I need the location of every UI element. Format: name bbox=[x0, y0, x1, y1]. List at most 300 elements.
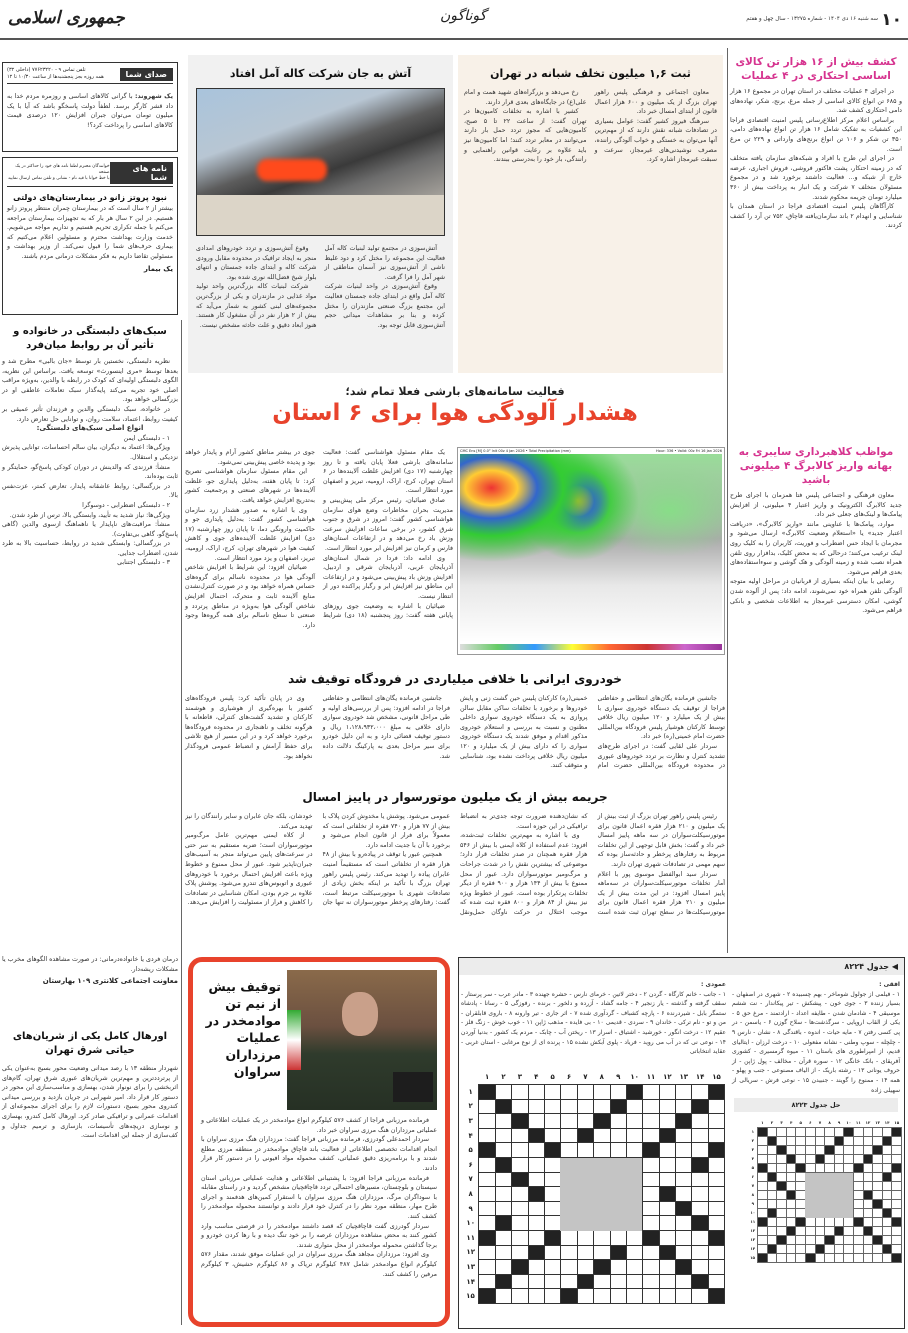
crossword-cell[interactable] bbox=[544, 1085, 560, 1100]
crossword-cell[interactable] bbox=[863, 1235, 873, 1244]
crossword-cell[interactable] bbox=[777, 1172, 787, 1181]
crossword-cell[interactable] bbox=[659, 1289, 675, 1304]
crossword-cell[interactable] bbox=[561, 1143, 577, 1158]
crossword-cell[interactable] bbox=[610, 1260, 626, 1275]
crossword-cell[interactable] bbox=[873, 1154, 883, 1163]
crossword-cell[interactable] bbox=[844, 1253, 854, 1262]
crossword-cell[interactable] bbox=[786, 1208, 796, 1217]
crossword-cell[interactable] bbox=[512, 1216, 528, 1231]
crossword-cell[interactable] bbox=[708, 1274, 724, 1289]
crossword-cell[interactable] bbox=[659, 1143, 675, 1158]
crossword-cell[interactable] bbox=[577, 1260, 593, 1275]
crossword-cell[interactable] bbox=[786, 1199, 796, 1208]
crossword-cell[interactable] bbox=[708, 1216, 724, 1231]
crossword-cell[interactable] bbox=[777, 1217, 787, 1226]
crossword-cell[interactable] bbox=[796, 1145, 806, 1154]
crossword-cell[interactable] bbox=[512, 1245, 528, 1260]
crossword-cell[interactable] bbox=[479, 1260, 495, 1275]
crossword-cell[interactable] bbox=[676, 1143, 692, 1158]
crossword-cell[interactable] bbox=[767, 1154, 777, 1163]
crossword-cell[interactable] bbox=[806, 1244, 816, 1253]
crossword-cell[interactable] bbox=[882, 1154, 892, 1163]
crossword-cell[interactable] bbox=[854, 1226, 864, 1235]
crossword-cell[interactable] bbox=[758, 1244, 768, 1253]
crossword-cell[interactable] bbox=[796, 1244, 806, 1253]
crossword-cell[interactable] bbox=[626, 1245, 642, 1260]
crossword-cell[interactable] bbox=[796, 1226, 806, 1235]
crossword-cell[interactable] bbox=[528, 1231, 544, 1246]
crossword-cell[interactable] bbox=[708, 1260, 724, 1275]
crossword-cell[interactable] bbox=[708, 1158, 724, 1173]
crossword-cell[interactable] bbox=[892, 1181, 902, 1190]
crossword-cell[interactable] bbox=[825, 1127, 835, 1136]
crossword-cell[interactable] bbox=[495, 1143, 511, 1158]
crossword-cell[interactable] bbox=[767, 1127, 777, 1136]
crossword-cell[interactable] bbox=[676, 1158, 692, 1173]
crossword-cell[interactable] bbox=[834, 1145, 844, 1154]
crossword-cell[interactable] bbox=[854, 1208, 864, 1217]
crossword-cell[interactable] bbox=[495, 1128, 511, 1143]
crossword-cell[interactable] bbox=[512, 1289, 528, 1304]
crossword-cell[interactable] bbox=[544, 1128, 560, 1143]
crossword-cell[interactable] bbox=[626, 1114, 642, 1129]
crossword-cell[interactable] bbox=[854, 1244, 864, 1253]
crossword-cell[interactable] bbox=[777, 1154, 787, 1163]
crossword-cell[interactable] bbox=[777, 1199, 787, 1208]
crossword-cell[interactable] bbox=[676, 1216, 692, 1231]
crossword-cell[interactable] bbox=[825, 1226, 835, 1235]
crossword-cell[interactable] bbox=[544, 1245, 560, 1260]
crossword-cell[interactable] bbox=[882, 1127, 892, 1136]
crossword-cell[interactable] bbox=[594, 1245, 610, 1260]
crossword-cell[interactable] bbox=[873, 1163, 883, 1172]
crossword-cell[interactable] bbox=[561, 1231, 577, 1246]
crossword-cell[interactable] bbox=[512, 1128, 528, 1143]
crossword-cell[interactable] bbox=[479, 1274, 495, 1289]
crossword-cell[interactable] bbox=[815, 1217, 825, 1226]
crossword-cell[interactable] bbox=[528, 1289, 544, 1304]
crossword-cell[interactable] bbox=[758, 1199, 768, 1208]
crossword-cell[interactable] bbox=[834, 1235, 844, 1244]
crossword-cell[interactable] bbox=[873, 1136, 883, 1145]
crossword-cell[interactable] bbox=[659, 1158, 675, 1173]
crossword-cell[interactable] bbox=[577, 1114, 593, 1129]
crossword-cell[interactable] bbox=[495, 1172, 511, 1187]
crossword-cell[interactable] bbox=[834, 1217, 844, 1226]
crossword-cell[interactable] bbox=[863, 1181, 873, 1190]
crossword-cell[interactable] bbox=[758, 1154, 768, 1163]
crossword-cell[interactable] bbox=[815, 1145, 825, 1154]
crossword-cell[interactable] bbox=[692, 1085, 708, 1100]
crossword-cell[interactable] bbox=[512, 1158, 528, 1173]
crossword-cell[interactable] bbox=[825, 1253, 835, 1262]
crossword-cell[interactable] bbox=[863, 1217, 873, 1226]
crossword-cell[interactable] bbox=[777, 1253, 787, 1262]
crossword-cell[interactable] bbox=[873, 1172, 883, 1181]
crossword-cell[interactable] bbox=[873, 1181, 883, 1190]
crossword-cell[interactable] bbox=[528, 1143, 544, 1158]
crossword-cell[interactable] bbox=[577, 1289, 593, 1304]
crossword-cell[interactable] bbox=[643, 1289, 659, 1304]
crossword-cell[interactable] bbox=[786, 1244, 796, 1253]
crossword-cell[interactable] bbox=[882, 1199, 892, 1208]
crossword-cell[interactable] bbox=[479, 1128, 495, 1143]
crossword-cell[interactable] bbox=[806, 1136, 816, 1145]
crossword-cell[interactable] bbox=[659, 1201, 675, 1216]
crossword-cell[interactable] bbox=[708, 1201, 724, 1216]
crossword-cell[interactable] bbox=[777, 1163, 787, 1172]
crossword-cell[interactable] bbox=[659, 1260, 675, 1275]
crossword-cell[interactable] bbox=[796, 1154, 806, 1163]
crossword-cell[interactable] bbox=[796, 1190, 806, 1199]
crossword-cell[interactable] bbox=[676, 1172, 692, 1187]
crossword-cell[interactable] bbox=[825, 1136, 835, 1145]
crossword-cell[interactable] bbox=[577, 1231, 593, 1246]
crossword-cell[interactable] bbox=[479, 1099, 495, 1114]
crossword-cell[interactable] bbox=[544, 1274, 560, 1289]
crossword-cell[interactable] bbox=[692, 1231, 708, 1246]
crossword-cell[interactable] bbox=[892, 1190, 902, 1199]
crossword-cell[interactable] bbox=[643, 1245, 659, 1260]
crossword-cell[interactable] bbox=[882, 1217, 892, 1226]
crossword-cell[interactable] bbox=[815, 1235, 825, 1244]
crossword-cell[interactable] bbox=[479, 1158, 495, 1173]
crossword-cell[interactable] bbox=[512, 1201, 528, 1216]
crossword-cell[interactable] bbox=[659, 1172, 675, 1187]
crossword-cell[interactable] bbox=[834, 1154, 844, 1163]
crossword-cell[interactable] bbox=[528, 1260, 544, 1275]
crossword-cell[interactable] bbox=[873, 1208, 883, 1217]
crossword-cell[interactable] bbox=[863, 1145, 873, 1154]
crossword-cell[interactable] bbox=[626, 1099, 642, 1114]
crossword-cell[interactable] bbox=[495, 1231, 511, 1246]
crossword-cell[interactable] bbox=[495, 1187, 511, 1202]
crossword-cell[interactable] bbox=[806, 1163, 816, 1172]
crossword-cell[interactable] bbox=[844, 1163, 854, 1172]
crossword-cell[interactable] bbox=[767, 1199, 777, 1208]
crossword-cell[interactable] bbox=[626, 1231, 642, 1246]
crossword-cell[interactable] bbox=[863, 1163, 873, 1172]
crossword-cell[interactable] bbox=[692, 1172, 708, 1187]
crossword-cell[interactable] bbox=[544, 1114, 560, 1129]
crossword-cell[interactable] bbox=[512, 1187, 528, 1202]
crossword-cell[interactable] bbox=[495, 1201, 511, 1216]
crossword-cell[interactable] bbox=[577, 1143, 593, 1158]
crossword-cell[interactable] bbox=[796, 1208, 806, 1217]
crossword-cell[interactable] bbox=[528, 1114, 544, 1129]
crossword-cell[interactable] bbox=[708, 1099, 724, 1114]
crossword-cell[interactable] bbox=[708, 1172, 724, 1187]
crossword-cell[interactable] bbox=[479, 1114, 495, 1129]
crossword-cell[interactable] bbox=[708, 1245, 724, 1260]
crossword-cell[interactable] bbox=[594, 1231, 610, 1246]
crossword-cell[interactable] bbox=[892, 1244, 902, 1253]
crossword-cell[interactable] bbox=[659, 1274, 675, 1289]
crossword-cell[interactable] bbox=[610, 1274, 626, 1289]
crossword-cell[interactable] bbox=[844, 1217, 854, 1226]
crossword-cell[interactable] bbox=[643, 1099, 659, 1114]
crossword-cell[interactable] bbox=[767, 1235, 777, 1244]
crossword-cell[interactable] bbox=[892, 1208, 902, 1217]
crossword-cell[interactable] bbox=[626, 1128, 642, 1143]
crossword-cell[interactable] bbox=[825, 1163, 835, 1172]
crossword-cell[interactable] bbox=[892, 1226, 902, 1235]
crossword-cell[interactable] bbox=[479, 1187, 495, 1202]
crossword-cell[interactable] bbox=[815, 1127, 825, 1136]
crossword-cell[interactable] bbox=[676, 1274, 692, 1289]
crossword-cell[interactable] bbox=[544, 1099, 560, 1114]
crossword-cell[interactable] bbox=[561, 1274, 577, 1289]
crossword-cell[interactable] bbox=[767, 1226, 777, 1235]
crossword-cell[interactable] bbox=[758, 1226, 768, 1235]
crossword-cell[interactable] bbox=[544, 1260, 560, 1275]
crossword-cell[interactable] bbox=[626, 1289, 642, 1304]
crossword-cell[interactable] bbox=[758, 1190, 768, 1199]
crossword-cell[interactable] bbox=[882, 1181, 892, 1190]
crossword-cell[interactable] bbox=[528, 1274, 544, 1289]
crossword-cell[interactable] bbox=[786, 1253, 796, 1262]
crossword-cell[interactable] bbox=[892, 1199, 902, 1208]
crossword-cell[interactable] bbox=[796, 1199, 806, 1208]
crossword-cell[interactable] bbox=[844, 1145, 854, 1154]
crossword-cell[interactable] bbox=[512, 1099, 528, 1114]
crossword-cell[interactable] bbox=[528, 1158, 544, 1173]
crossword-cell[interactable] bbox=[796, 1235, 806, 1244]
crossword-cell[interactable] bbox=[676, 1231, 692, 1246]
crossword-cell[interactable] bbox=[882, 1226, 892, 1235]
crossword-cell[interactable] bbox=[882, 1145, 892, 1154]
crossword-cell[interactable] bbox=[610, 1085, 626, 1100]
crossword-cell[interactable] bbox=[659, 1216, 675, 1231]
crossword-cell[interactable] bbox=[528, 1216, 544, 1231]
crossword-cell[interactable] bbox=[786, 1136, 796, 1145]
crossword-cell[interactable] bbox=[825, 1217, 835, 1226]
crossword-cell[interactable] bbox=[708, 1187, 724, 1202]
crossword-cell[interactable] bbox=[758, 1145, 768, 1154]
crossword-cell[interactable] bbox=[796, 1136, 806, 1145]
crossword-cell[interactable] bbox=[854, 1253, 864, 1262]
crossword-cell[interactable] bbox=[758, 1181, 768, 1190]
crossword-cell[interactable] bbox=[643, 1085, 659, 1100]
crossword-cell[interactable] bbox=[806, 1145, 816, 1154]
crossword-cell[interactable] bbox=[786, 1127, 796, 1136]
crossword-cell[interactable] bbox=[692, 1128, 708, 1143]
crossword-cell[interactable] bbox=[863, 1127, 873, 1136]
crossword-cell[interactable] bbox=[643, 1158, 659, 1173]
crossword-cell[interactable] bbox=[561, 1260, 577, 1275]
crossword-cell[interactable] bbox=[561, 1245, 577, 1260]
crossword-cell[interactable] bbox=[479, 1216, 495, 1231]
crossword-cell[interactable] bbox=[854, 1145, 864, 1154]
crossword-cell[interactable] bbox=[594, 1274, 610, 1289]
crossword-cell[interactable] bbox=[786, 1163, 796, 1172]
crossword-cell[interactable] bbox=[815, 1226, 825, 1235]
crossword-cell[interactable] bbox=[479, 1201, 495, 1216]
crossword-cell[interactable] bbox=[610, 1231, 626, 1246]
crossword-cell[interactable] bbox=[834, 1127, 844, 1136]
crossword-cell[interactable] bbox=[561, 1114, 577, 1129]
crossword-cell[interactable] bbox=[873, 1253, 883, 1262]
crossword-cell[interactable] bbox=[863, 1172, 873, 1181]
crossword-cell[interactable] bbox=[659, 1099, 675, 1114]
crossword-cell[interactable] bbox=[676, 1187, 692, 1202]
crossword-cell[interactable] bbox=[844, 1136, 854, 1145]
crossword-cell[interactable] bbox=[863, 1199, 873, 1208]
crossword-cell[interactable] bbox=[777, 1244, 787, 1253]
crossword-cell[interactable] bbox=[577, 1099, 593, 1114]
crossword-cell[interactable] bbox=[834, 1244, 844, 1253]
crossword-cell[interactable] bbox=[528, 1172, 544, 1187]
crossword-cell[interactable] bbox=[544, 1216, 560, 1231]
crossword-cell[interactable] bbox=[854, 1172, 864, 1181]
crossword-cell[interactable] bbox=[873, 1190, 883, 1199]
crossword-cell[interactable] bbox=[758, 1235, 768, 1244]
crossword-cell[interactable] bbox=[892, 1172, 902, 1181]
crossword-cell[interactable] bbox=[758, 1136, 768, 1145]
crossword-cell[interactable] bbox=[643, 1128, 659, 1143]
crossword-cell[interactable] bbox=[544, 1289, 560, 1304]
crossword-cell[interactable] bbox=[692, 1201, 708, 1216]
crossword-cell[interactable] bbox=[873, 1127, 883, 1136]
crossword-cell[interactable] bbox=[708, 1114, 724, 1129]
crossword-cell[interactable] bbox=[882, 1190, 892, 1199]
crossword-cell[interactable] bbox=[806, 1154, 816, 1163]
crossword-cell[interactable] bbox=[643, 1172, 659, 1187]
crossword-cell[interactable] bbox=[594, 1099, 610, 1114]
crossword-cell[interactable] bbox=[806, 1127, 816, 1136]
crossword-cell[interactable] bbox=[528, 1201, 544, 1216]
crossword-cell[interactable] bbox=[806, 1226, 816, 1235]
crossword-cell[interactable] bbox=[479, 1172, 495, 1187]
crossword-cell[interactable] bbox=[892, 1235, 902, 1244]
crossword-cell[interactable] bbox=[815, 1163, 825, 1172]
crossword-cell[interactable] bbox=[692, 1187, 708, 1202]
crossword-cell[interactable] bbox=[767, 1145, 777, 1154]
crossword-cell[interactable] bbox=[610, 1143, 626, 1158]
crossword-cell[interactable] bbox=[777, 1226, 787, 1235]
crossword-cell[interactable] bbox=[544, 1172, 560, 1187]
crossword-cell[interactable] bbox=[786, 1181, 796, 1190]
crossword-cell[interactable] bbox=[544, 1158, 560, 1173]
crossword-cell[interactable] bbox=[692, 1143, 708, 1158]
crossword-cell[interactable] bbox=[796, 1172, 806, 1181]
crossword-cell[interactable] bbox=[692, 1260, 708, 1275]
crossword-cell[interactable] bbox=[561, 1085, 577, 1100]
crossword-cell[interactable] bbox=[692, 1289, 708, 1304]
crossword-cell[interactable] bbox=[495, 1260, 511, 1275]
crossword-cell[interactable] bbox=[495, 1289, 511, 1304]
crossword-cell[interactable] bbox=[577, 1245, 593, 1260]
crossword-cell[interactable] bbox=[528, 1099, 544, 1114]
crossword-cell[interactable] bbox=[854, 1190, 864, 1199]
crossword-cell[interactable] bbox=[676, 1128, 692, 1143]
crossword-cell[interactable] bbox=[854, 1127, 864, 1136]
crossword-cell[interactable] bbox=[659, 1231, 675, 1246]
crossword-cell[interactable] bbox=[512, 1143, 528, 1158]
crossword-cell[interactable] bbox=[495, 1245, 511, 1260]
crossword-cell[interactable] bbox=[626, 1274, 642, 1289]
crossword-cell[interactable] bbox=[825, 1154, 835, 1163]
crossword-cell[interactable] bbox=[815, 1253, 825, 1262]
crossword-cell[interactable] bbox=[786, 1145, 796, 1154]
crossword-cell[interactable] bbox=[786, 1235, 796, 1244]
crossword-cell[interactable] bbox=[834, 1253, 844, 1262]
crossword-cell[interactable] bbox=[854, 1181, 864, 1190]
crossword-cell[interactable] bbox=[854, 1235, 864, 1244]
crossword-cell[interactable] bbox=[777, 1190, 787, 1199]
crossword-cell[interactable] bbox=[561, 1099, 577, 1114]
crossword-cell[interactable] bbox=[643, 1114, 659, 1129]
crossword-cell[interactable] bbox=[676, 1085, 692, 1100]
crossword-cell[interactable] bbox=[863, 1253, 873, 1262]
crossword-cell[interactable] bbox=[594, 1085, 610, 1100]
crossword-cell[interactable] bbox=[512, 1085, 528, 1100]
crossword-cell[interactable] bbox=[767, 1190, 777, 1199]
crossword-cell[interactable] bbox=[854, 1154, 864, 1163]
crossword-cell[interactable] bbox=[528, 1085, 544, 1100]
crossword-cell[interactable] bbox=[873, 1217, 883, 1226]
crossword-cell[interactable] bbox=[796, 1127, 806, 1136]
crossword-cell[interactable] bbox=[659, 1085, 675, 1100]
crossword-cell[interactable] bbox=[643, 1216, 659, 1231]
crossword-cell[interactable] bbox=[863, 1208, 873, 1217]
crossword-cell[interactable] bbox=[643, 1260, 659, 1275]
crossword-cell[interactable] bbox=[786, 1172, 796, 1181]
crossword-cell[interactable] bbox=[777, 1208, 787, 1217]
crossword-cell[interactable] bbox=[610, 1128, 626, 1143]
crossword-cell[interactable] bbox=[806, 1217, 816, 1226]
crossword-cell[interactable] bbox=[676, 1289, 692, 1304]
crossword-cell[interactable] bbox=[544, 1187, 560, 1202]
crossword-cell[interactable] bbox=[610, 1289, 626, 1304]
crossword-cell[interactable] bbox=[825, 1244, 835, 1253]
crossword-cell[interactable] bbox=[626, 1260, 642, 1275]
crossword-cell[interactable] bbox=[796, 1253, 806, 1262]
crossword-cell[interactable] bbox=[708, 1128, 724, 1143]
crossword-cell[interactable] bbox=[834, 1163, 844, 1172]
crossword-cell[interactable] bbox=[594, 1128, 610, 1143]
crossword-cell[interactable] bbox=[863, 1136, 873, 1145]
crossword-cell[interactable] bbox=[561, 1128, 577, 1143]
crossword-cell[interactable] bbox=[676, 1099, 692, 1114]
crossword-cell[interactable] bbox=[873, 1244, 883, 1253]
crossword-cell[interactable] bbox=[873, 1226, 883, 1235]
crossword-cell[interactable] bbox=[594, 1143, 610, 1158]
crossword-cell[interactable] bbox=[892, 1136, 902, 1145]
crossword-cell[interactable] bbox=[863, 1244, 873, 1253]
crossword-cell[interactable] bbox=[626, 1143, 642, 1158]
crossword-cell[interactable] bbox=[806, 1235, 816, 1244]
crossword-cell[interactable] bbox=[758, 1172, 768, 1181]
crossword-cell[interactable] bbox=[854, 1199, 864, 1208]
crossword-cell[interactable] bbox=[659, 1114, 675, 1129]
crossword-cell[interactable] bbox=[844, 1226, 854, 1235]
crossword-cell[interactable] bbox=[815, 1136, 825, 1145]
crossword-cell[interactable] bbox=[758, 1208, 768, 1217]
crossword-cell[interactable] bbox=[882, 1253, 892, 1262]
crossword-cell[interactable] bbox=[854, 1136, 864, 1145]
crossword-cell[interactable] bbox=[495, 1085, 511, 1100]
crossword-cell[interactable] bbox=[610, 1114, 626, 1129]
crossword-cell[interactable] bbox=[692, 1114, 708, 1129]
crossword-cell[interactable] bbox=[577, 1085, 593, 1100]
crossword-cell[interactable] bbox=[479, 1245, 495, 1260]
crossword-cell[interactable] bbox=[594, 1289, 610, 1304]
crossword-cell[interactable] bbox=[767, 1217, 777, 1226]
crossword-cell[interactable] bbox=[892, 1154, 902, 1163]
crossword-cell[interactable] bbox=[777, 1127, 787, 1136]
crossword-cell[interactable] bbox=[643, 1201, 659, 1216]
